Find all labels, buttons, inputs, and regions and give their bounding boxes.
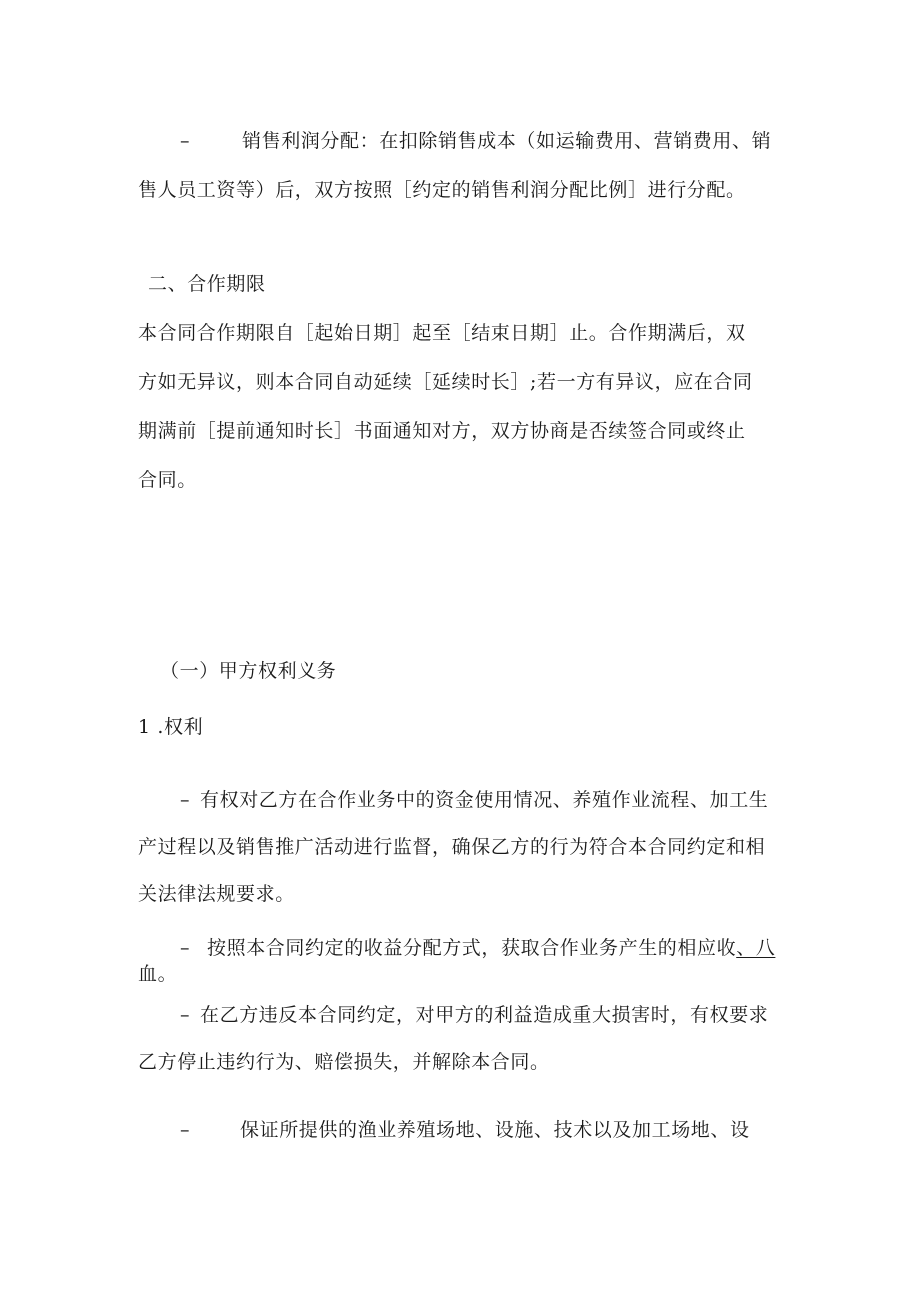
rights-heading: 1 .权利 <box>138 716 204 738</box>
sales-profit-line-1: 销售利润分配：在扣除销售成本（如运输费用、营销费用、销 <box>242 130 772 152</box>
right-1-line-1: 有权对乙方在合作业务中的资金使用情况、养殖作业流程、加工生 <box>200 789 769 811</box>
right-1-line-3: 关法律法规要求。 <box>138 883 295 905</box>
right-2-line-1-tail: 、八 <box>736 937 776 959</box>
sales-profit-line-2: 售人员工资等）后，双方按照［约定的销售利润分配比例］进行分配。 <box>138 179 746 201</box>
list-bullet: – <box>180 1119 190 1141</box>
term-paragraph-line-2: 方如无异议，则本合同自动延续［延续时长］;若一方有异议，应在合同 <box>138 371 753 393</box>
section-heading-term: 二、合作期限 <box>148 273 266 295</box>
obligation-1-line-1: 保证所提供的渔业养殖场地、设施、技术以及加工场地、设 <box>240 1119 750 1141</box>
list-bullet: – <box>180 130 190 152</box>
list-bullet: – <box>180 789 190 811</box>
term-paragraph-line-4: 合同。 <box>138 469 197 491</box>
term-paragraph-line-3: 期满前［提前通知时长］书面通知对方，双方协商是否续签合同或终止 <box>138 420 746 442</box>
right-2-line-1 <box>207 936 775 960</box>
term-paragraph-line-1: 本合同合作期限自［起始日期］起至［结束日期］止。合作期满后，双 <box>138 322 746 344</box>
right-2-line-2: 血。 <box>138 963 178 985</box>
right-3-line-2: 乙方停止违约行为、赔偿损失，并解除本合同。 <box>138 1051 550 1073</box>
right-2-line-1-text: 按照本合同约定的收益分配方式，获取合作业务产生的相应收 <box>207 937 737 959</box>
list-bullet: – <box>180 1004 190 1026</box>
section-heading-party-a: （一）甲方权利义务 <box>160 660 337 682</box>
right-3-line-1: 在乙方违反本合同约定，对甲方的利益造成重大损害时，有权要求 <box>200 1004 769 1026</box>
list-bullet: – <box>180 937 190 959</box>
right-1-line-2: 产过程以及销售推广活动进行监督，确保乙方的行为符合本合同约定和相 <box>138 836 766 858</box>
